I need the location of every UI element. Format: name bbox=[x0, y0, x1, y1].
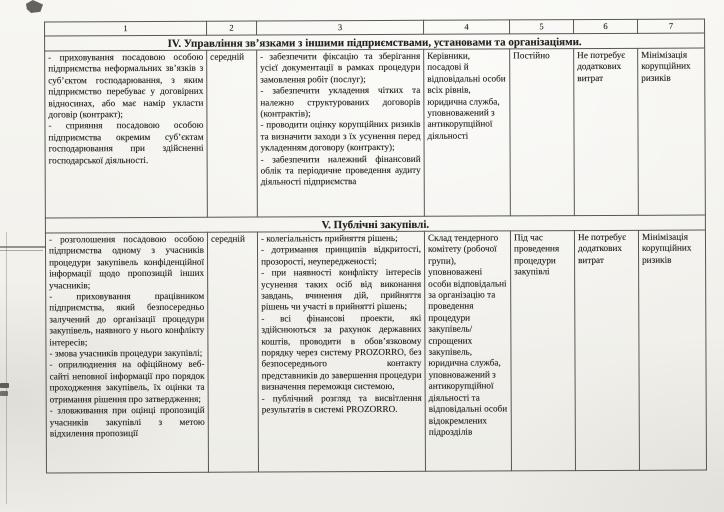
column-number-4: 4 bbox=[424, 20, 510, 34]
corruption-risk-table bbox=[44, 19, 707, 474]
resources-cell-v: Не потребує додаткових витрат bbox=[574, 230, 639, 470]
section-iv-content-row bbox=[45, 48, 706, 218]
column-number-6: 6 bbox=[574, 19, 638, 33]
responsible-cell-v: Склад тендерного комітету (робочої групи), уповноважені особи відповідальні за організацію та проведення процедури закупівель/ спрощених закупівель, юридична служба, уповноважений з антикорупційної діяльності та відповідальні особи відокремлених підрозділів bbox=[424, 231, 511, 471]
scan-artifact-ink-mark bbox=[26, 0, 43, 13]
column-number-5: 5 bbox=[510, 20, 574, 34]
column-number-3: 3 bbox=[257, 20, 424, 35]
measures-cell-iv: - забезпечити фіксацію та зберігання усієї документації в рамках процедури замовлення робіт (послуг); - забезпечити укладення чітких та належно структурованих договорів (контрактів); - проводити оцінку корупційних ризиків та визначити заходи з їх усунення перед укладенням договору (контракту); - забезпечити належний фінансовий облік та періодичне проведення аудиту діяльності підприємства bbox=[257, 49, 425, 217]
term-cell-iv: Постійно bbox=[510, 49, 575, 216]
section-v-title: V. Публічні закупівлі. bbox=[45, 215, 705, 233]
column-number-2: 2 bbox=[207, 21, 257, 35]
risk-description-cell-iv: - приховування посадовою особою підприємства неформальних зв’язків з суб’єктом господарювання, з яким підприємство перебуває у договірних відносинах, або має намір укласти договір (контракт); - сприяння посадовою особою підприємства окремим суб’єктам господарювання при здійсненні господарської діяльності. bbox=[45, 50, 208, 218]
result-cell-iv: Мінімізація корупційних ризиків bbox=[638, 48, 706, 215]
section-iv-title: IV. Управління зв’язками з іншими підприємствами, установами та організаціями. bbox=[45, 33, 705, 51]
responsible-cell-iv: Керівники, посадові й відповідальні особи всіх рівнів, юридична служба, уповноважений з антикорупційної діяльності bbox=[424, 49, 511, 216]
scan-artifact-edge-line bbox=[6, 232, 7, 504]
result-cell-v: Мінімізація корупційних ризиків bbox=[638, 230, 706, 470]
section-v-content-row bbox=[45, 230, 706, 473]
term-cell-v: Під час проведення процедури закупівлі bbox=[510, 231, 575, 471]
risk-level-cell-iv: середній bbox=[207, 50, 258, 217]
column-number-7: 7 bbox=[638, 19, 705, 33]
column-number-1: 1 bbox=[45, 21, 207, 36]
resources-cell-iv: Не потребує додаткових витрат bbox=[574, 48, 639, 215]
risk-level-cell-v: середній bbox=[207, 232, 258, 472]
risk-description-cell-v: - розголошення посадовою особою підприємства одному з учасників процедури закупівель конфіденційної інформації щодо пропозицій інших учасників; - приховування працівником підприємства, який безпосередньо залучений до організації процедури закупівель, наявного у нього конфлікту інтересів; - змова учасників процедури закупівлі; - оприлюднення на офіційному веб-сайті неповної інформації про порядок проходження закупівель, їх оцінки та отримання рішення про затвердження; - зловживання при оцінці пропозицій учасників закупівлі з метою відхилення пропозиції bbox=[45, 232, 208, 473]
measures-cell-v: - колегіальність прийняття рішень; - дотримання принципів відкритості, прозорості, неупередженості; - при наявності конфлікту інтересів усунення таких осіб від виконання завдань, вчинення дій, прийняття рішень чи участі в прийнятті рішень; - всі фінансові проекти, які здійснюються за рахунок державних коштів, проводити в обов’язковому порядку через систему PROZORRO, без безпосереднього контакту представників до завершення процедури визначення переможця системою, - публічний розгляд та висвітлення результатів в системі PROZORRO. bbox=[257, 231, 425, 472]
scan-artifact-edge-dash bbox=[0, 383, 9, 388]
